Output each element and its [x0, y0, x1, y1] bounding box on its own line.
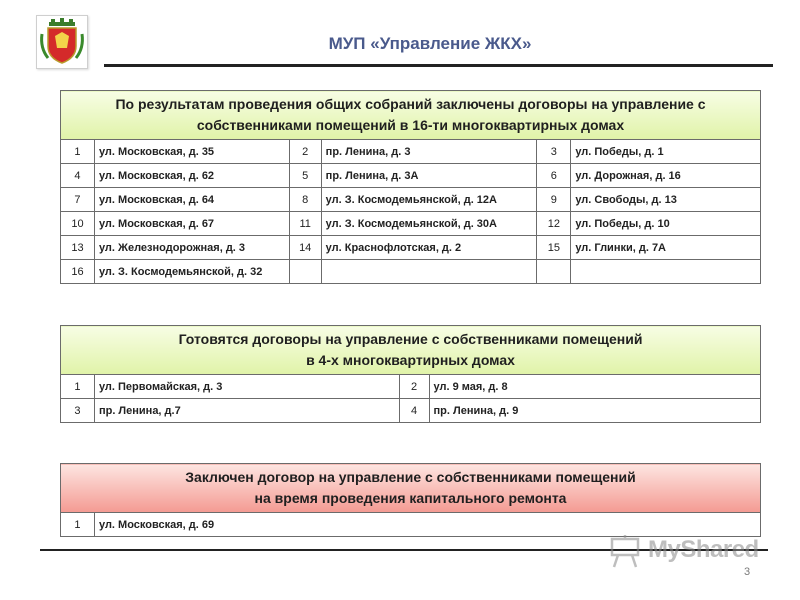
empty-cell [571, 260, 761, 284]
row-number: 7 [61, 188, 95, 212]
table-row [61, 140, 761, 164]
table-row [61, 375, 761, 399]
table-row [61, 164, 761, 188]
address-cell: ул. Московская, д. 67 [94, 212, 289, 236]
page-number: 3 [744, 566, 751, 578]
address-cell: ул. Краснофлотская, д. 2 [321, 236, 537, 260]
table-header-line1: Заключен договор на управление с собственниками помещений [185, 469, 636, 485]
row-number: 9 [537, 188, 571, 212]
row-number: 1 [61, 375, 95, 399]
presentation-board-icon [608, 533, 644, 569]
address-cell: ул. Первомайская, д. 3 [94, 375, 399, 399]
row-number: 13 [61, 236, 95, 260]
row-number: 11 [289, 212, 321, 236]
table-row [61, 260, 761, 284]
table-row [61, 399, 761, 423]
row-number: 14 [289, 236, 321, 260]
table-header-line2: на время проведения капитального ремонта [254, 490, 567, 506]
address-cell: ул. Свободы, д. 13 [571, 188, 761, 212]
header-divider [104, 64, 773, 67]
address-cell: пр. Ленина, д. 9 [429, 399, 760, 423]
table-header-line2: в 4-х многоквартирных домах [306, 352, 515, 368]
row-number: 3 [537, 140, 571, 164]
address-cell: ул. Московская, д. 62 [94, 164, 289, 188]
row-number: 2 [289, 140, 321, 164]
table-header [61, 464, 761, 513]
address-cell: ул. З. Космодемьянской, д. 12А [321, 188, 537, 212]
empty-cell [537, 260, 571, 284]
row-number: 5 [289, 164, 321, 188]
row-number: 8 [289, 188, 321, 212]
page-title: МУП «Управление ЖКХ» [328, 34, 532, 53]
row-number: 1 [61, 513, 95, 537]
address-cell: ул. Железнодорожная, д. 3 [94, 236, 289, 260]
address-cell: пр. Ленина, д. 3А [321, 164, 537, 188]
capital-repair-contract-table [60, 463, 761, 537]
row-number: 3 [61, 399, 95, 423]
empty-cell [321, 260, 537, 284]
table-header [61, 326, 761, 375]
table-header [61, 91, 761, 140]
row-number: 4 [61, 164, 95, 188]
row-number: 6 [537, 164, 571, 188]
address-cell: ул. Победы, д. 1 [571, 140, 761, 164]
pending-contracts-table [60, 325, 761, 423]
row-number: 10 [61, 212, 95, 236]
address-cell: ул. З. Космодемьянской, д. 32 [94, 260, 289, 284]
address-cell: ул. Победы, д. 10 [571, 212, 761, 236]
watermark-text: MyShared [648, 536, 759, 563]
city-coat-of-arms-logo [36, 15, 88, 69]
row-number: 16 [61, 260, 95, 284]
address-cell: ул. Глинки, д. 7А [571, 236, 761, 260]
address-cell: пр. Ленина, д.7 [94, 399, 399, 423]
empty-cell [289, 260, 321, 284]
address-cell: ул. Московская, д. 64 [94, 188, 289, 212]
address-cell: ул. 9 мая, д. 8 [429, 375, 760, 399]
row-number: 2 [399, 375, 429, 399]
table-row [61, 212, 761, 236]
table-row [61, 188, 761, 212]
concluded-contracts-table [60, 90, 761, 284]
row-number: 4 [399, 399, 429, 423]
address-cell: ул. Московская, д. 35 [94, 140, 289, 164]
address-cell: ул. Дорожная, д. 16 [571, 164, 761, 188]
table-header-line2: собственниками помещений в 16-ти многоквартирных домах [196, 117, 625, 133]
row-number: 15 [537, 236, 571, 260]
table-header-line1: Готовятся договоры на управление с собственниками помещений [178, 331, 643, 347]
address-cell: пр. Ленина, д. 3 [321, 140, 537, 164]
address-cell: ул. Московская, д. 69 [94, 513, 760, 537]
row-number: 1 [61, 140, 95, 164]
table-row [61, 236, 761, 260]
table-header-line1: По результатам проведения общих собраний заключены договоры на управление с [115, 96, 706, 112]
address-cell: ул. З. Космодемьянской, д. 30А [321, 212, 537, 236]
row-number: 12 [537, 212, 571, 236]
